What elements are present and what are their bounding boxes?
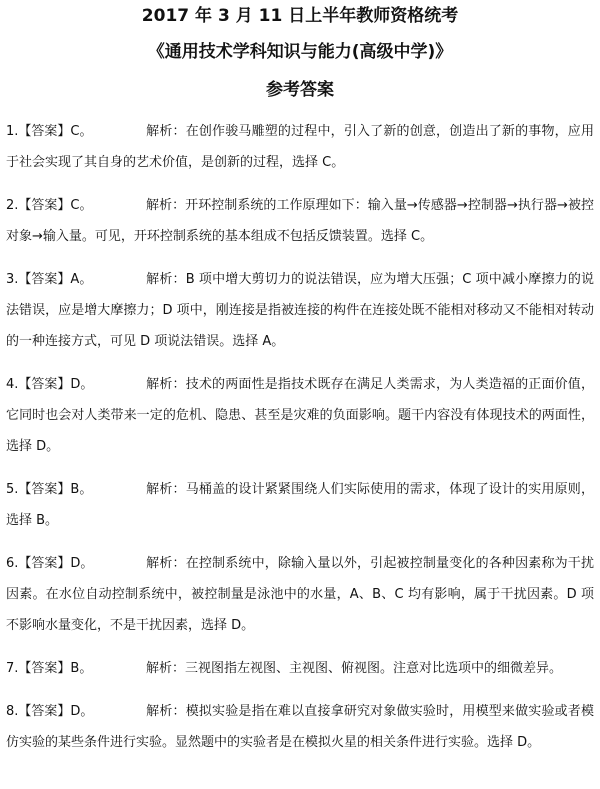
answer-item-3 — [6, 264, 594, 357]
answer-analysis: 解析：开环控制系统的工作原理如下：输入量→传感器→控制器→执行器→被控对象→输入量。可见，开环控制系统的基本组成不包括反馈装置。选择 C。 — [6, 198, 594, 244]
answer-choice: C。 — [70, 124, 93, 139]
answer-choice: B。 — [70, 661, 93, 676]
answer-item-6 — [6, 548, 594, 641]
question-number: 5. — [6, 482, 19, 497]
answer-head — [6, 369, 146, 400]
answer-choice: C。 — [70, 198, 93, 213]
answer-choice: D。 — [70, 377, 94, 392]
answer-head — [6, 548, 146, 579]
exam-title: 2017 年 3 月 11 日上半年教师资格统考 — [141, 6, 459, 26]
question-number: 2. — [6, 198, 19, 213]
answer-choice: D。 — [70, 556, 94, 571]
answer-label: 【答案】 — [18, 556, 71, 571]
question-number: 3. — [6, 272, 19, 287]
question-number: 4. — [6, 377, 19, 392]
answer-item-8 — [6, 696, 594, 758]
answer-analysis: 解析：三视图指左视图、主视图、俯视图。注意对比选项中的细微差异。 — [146, 661, 563, 676]
question-number: 7. — [6, 661, 19, 676]
answer-head — [6, 116, 146, 147]
answer-label: 【答案】 — [18, 482, 71, 497]
answer-choice: D。 — [70, 704, 94, 719]
question-number: 6. — [6, 556, 19, 571]
answer-item-7 — [6, 653, 594, 684]
answer-choice: A。 — [70, 272, 93, 287]
answer-head — [6, 474, 146, 505]
answer-list — [6, 116, 594, 770]
answer-label: 【答案】 — [18, 124, 71, 139]
answer-label: 【答案】 — [18, 198, 71, 213]
answer-label: 【答案】 — [18, 704, 71, 719]
answer-analysis: 解析：在创作骏马雕塑的过程中，引入了新的创意，创造出了新的事物，应用于社会实现了其自身的艺术价值，是创新的过程，选择 C。 — [6, 124, 594, 170]
answer-head — [6, 190, 146, 221]
question-number: 1. — [6, 124, 19, 139]
answer-analysis: 解析：在控制系统中，除输入量以外，引起被控制量变化的各种因素称为干扰因素。在水位自动控制系统中，被控制量是泳池中的水量，A、B、C 均有影响，属于干扰因素。D 项不影响水量变化，不是干扰因素，选择 D。 — [6, 556, 594, 633]
answer-item-2 — [6, 190, 594, 252]
answer-head — [6, 653, 146, 684]
answer-analysis: 解析：马桶盖的设计紧紧围绕人们实际使用的需求，体现了设计的实用原则，选择 B。 — [6, 482, 594, 528]
answer-item-5 — [6, 474, 594, 536]
subject-title: 《通用技术学科知识与能力(高级中学)》 — [147, 42, 453, 62]
answer-choice: B。 — [70, 482, 93, 497]
question-number: 8. — [6, 704, 19, 719]
answer-item-1 — [6, 116, 594, 178]
answer-analysis: 解析：模拟实验是指在难以直接拿研究对象做实验时，用模型来做实验或者模仿实验的某些条件进行实验。显然题中的实验者是在模拟火星的相关条件进行实验。选择 D。 — [6, 704, 594, 750]
answer-head — [6, 696, 146, 727]
answer-label: 【答案】 — [18, 661, 71, 676]
answer-item-4 — [6, 369, 594, 462]
answer-analysis: 解析：技术的两面性是指技术既存在满足人类需求，为人类造福的正面价值，它同时也会对人类带来一定的危机、隐患、甚至是灾难的负面影响。题干内容没有体现技术的两面性，选择 D。 — [6, 377, 594, 454]
answer-label: 【答案】 — [18, 272, 71, 287]
answer-analysis: 解析：B 项中增大剪切力的说法错误，应为增大压强；C 项中减小摩擦力的说法错误，应是增大摩擦力；D 项中，刚连接是指被连接的构件在连接处既不能相对移动又不能相对转动的一种连接方式，可见 D 项说法错误。选择 A。 — [6, 272, 594, 349]
answer-head — [6, 264, 146, 295]
answer-label: 【答案】 — [18, 377, 71, 392]
section-title: 参考答案 — [266, 80, 334, 100]
